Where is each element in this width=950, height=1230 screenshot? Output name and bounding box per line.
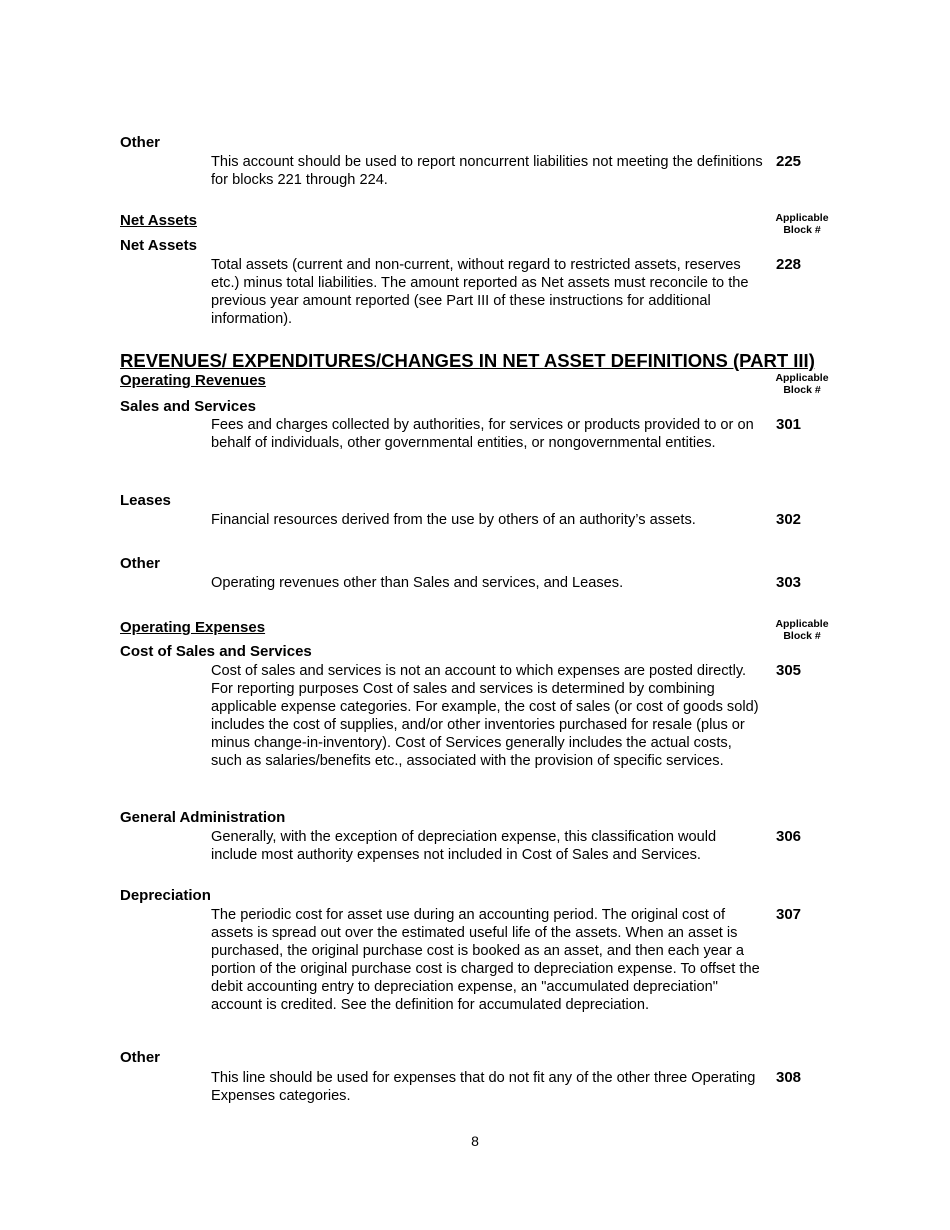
cost-sales-heading: Cost of Sales and Services [120,643,312,660]
other-liabilities-heading: Other [120,134,161,151]
depreciation-description: The periodic cost for asset use during an accounting period. The original cost of assets is spread out over the estimated useful life of the assets. When an asset is purchased, the original purchase cost is booked as an asset, and then each year a portion of the original purchase cost is charged to depreciation expense. To offset the debit accounting entry to depreciation expense, an "accumulated depreciation" account is credited. See the definition for accumulated depreciation. [211,907,760,1013]
applicable-label-line2: Block # [783,384,821,396]
operating-revenues-title: Operating Revenues [120,372,266,389]
applicable-label-line1: Applicable [775,372,829,384]
leases-description: Financial resources derived from the use by others of an authority’s assets. [211,512,696,528]
page-number: 8 [471,1133,479,1149]
other-revenues-block: 303 [776,574,802,591]
applicable-label-line1: Applicable [775,212,829,224]
applicable-label-line1: Applicable [775,618,829,630]
cost-sales-description: Cost of sales and services is not an account to which expenses are posted directly. For reporting purposes Cost of sales and services is determined by combining applicable expense categories. For example, the cost of sales (or cost of goods sold) includes the cost of supplies, and/or other inventories purchased for resale (plus or minus change-in-inventory). Cost of Services generally includes the actual costs, such as salaries/benefits etc., associated with the provision of specific services. [211,663,759,769]
net-assets-block: 228 [776,256,802,273]
other-expenses-description: This line should be used for expenses that do not fit any of the other three Operating Expenses categories. [211,1070,756,1104]
depreciation-block: 307 [776,906,802,923]
other-expenses-heading: Other [120,1049,161,1066]
leases-block: 302 [776,511,802,528]
net-assets-heading: Net Assets [120,237,197,254]
other-revenues-description: Operating revenues other than Sales and services, and Leases. [211,575,624,591]
sales-services-heading: Sales and Services [120,398,256,415]
part3-title: REVENUES/ EXPENDITURES/CHANGES IN NET ASSET DEFINITIONS (PART III) [120,350,815,371]
general-admin-description: Generally, with the exception of depreciation expense, this classification would include most authority expenses not included in Cost of Sales and Services. [211,829,717,863]
applicable-block-label [770,372,834,396]
applicable-block-label [770,212,834,236]
cost-sales-block: 305 [776,662,802,679]
net-assets-description: Total assets (current and non-current, without regard to restricted assets, reserves etc.) minus total liabilities. The amount reported as Net assets must reconcile to the previous year amount reported (see Part III of these instructions for additional information). [211,257,749,327]
general-admin-heading: General Administration [120,809,286,826]
leases-heading: Leases [120,492,171,509]
general-admin-block: 306 [776,828,802,845]
applicable-label-line2: Block # [783,224,821,236]
other-expenses-block: 308 [776,1069,802,1086]
operating-expenses-title: Operating Expenses [120,619,266,636]
applicable-block-label [770,618,834,642]
sales-services-block: 301 [776,416,802,433]
other-liabilities-description: This account should be used to report noncurrent liabilities not meeting the definitions for blocks 221 through 224. [211,154,763,188]
applicable-label-line2: Block # [783,630,821,642]
depreciation-heading: Depreciation [120,887,211,904]
sales-services-description: Fees and charges collected by authorities, for services or products provided to or on behalf of individuals, other governmental entities, or nongovernmental entities. [211,417,754,451]
net-assets-section-title: Net Assets [120,212,197,229]
other-liabilities-block: 225 [776,153,802,170]
other-revenues-heading: Other [120,555,161,572]
